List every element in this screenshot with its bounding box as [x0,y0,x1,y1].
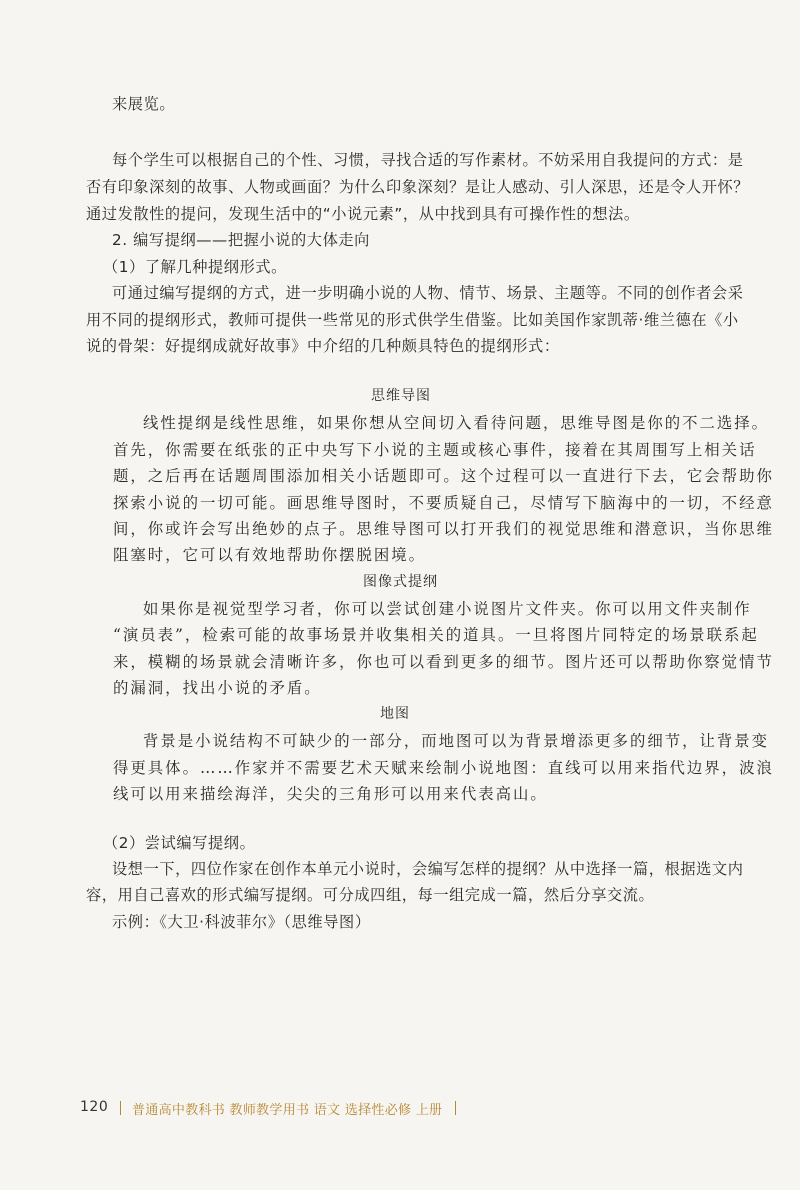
quote-map-title: 地图 [380,706,410,722]
sub-2-heading: （2）尝试编写提纲。 [103,834,256,852]
footer-divider-right [455,1101,456,1115]
sub-1-body-line-3: 说的骨架：好提纲成就好故事》中介绍的几种颇具特色的提纲形式： [86,337,560,355]
page-number: 120 [80,1099,109,1115]
intro-line-2: 否有印象深刻的故事、人物或画面？为什么印象深刻？是让人感动、引人深思，还是令人开怀？ [86,178,750,196]
quote-mindmap-line-3: 题，之后再在话题周围添加相关小话题即可。这个过程可以一直进行下去，它会帮助你 [113,467,774,485]
example-line: 示例：《大卫·科波菲尔》（思维导图） [112,913,371,931]
quote-map-line-1: 背景是小说结构不可缺少的一部分，而地图可以为背景增添更多的细节，让背景变 [143,732,770,750]
quote-mindmap-line-5: 间，你或许会写出绝妙的点子。思维导图可以打开我们的视觉思维和潜意识，当你思维 [113,520,774,538]
quote-map-line-2: 得更具体。……作家并不需要艺术天赋来绘制小说地图：直线可以用来指代边界，波浪 [113,759,774,777]
quote-mindmap-line-6: 阻塞时，它可以有效地帮助你摆脱困境。 [113,546,427,564]
top-line: 来展览。 [112,95,176,113]
quote-image-title: 图像式提纲 [363,574,438,590]
intro-line-3: 通过发散性的提问，发现生活中的“小说元素”，从中找到具有可操作性的想法。 [86,205,640,223]
sub-2-body-line-1: 设想一下，四位作家在创作本单元小说时，会编写怎样的提纲？从中选择一篇，根据选文内 [112,860,744,878]
quote-map-line-3: 线可以用来描绘海洋，尖尖的三角形可以用来代表高山。 [113,785,548,803]
footer-book-title: 普通高中教科书 教师教学用书 语文 选择性必修 上册 [132,1103,443,1118]
quote-image-line-4: 的漏洞，找出小说的矛盾。 [113,679,322,697]
intro-line-1: 每个学生可以根据自己的个性、习惯，寻找合适的写作素材。不妨采用自我提问的方式：是 [112,151,744,169]
quote-mindmap-line-4: 探索小说的一切可能。画思维导图时，不要质疑自己，尽情写下脑海中的一切，不经意 [113,494,774,512]
quote-image-line-2: “演员表”，检索可能的故事场景并收集相关的道具。一旦将图片同特定的场景联系起 [113,626,759,644]
sub-1-heading: （1）了解几种提纲形式。 [103,258,287,276]
quote-mindmap-title: 思维导图 [371,388,431,404]
section-2-heading: 2. 编写提纲——把握小说的大体走向 [112,231,370,249]
quote-mindmap-line-2: 首先，你需要在纸张的正中央写下小说的主题或核心事件，接着在其周围写上相关话 [113,441,757,459]
sub-2-body-line-2: 容，用自己喜欢的形式编写提纲。可分成四组，每一组完成一篇，然后分享交流。 [86,886,655,904]
sub-1-body-line-1: 可通过编写提纲的方式，进一步明确小说的人物、情节、场景、主题等。不同的创作者会采 [112,284,744,302]
quote-image-line-1: 如果你是视觉型学习者，你可以尝试创建小说图片文件夹。你可以用文件夹制作 [143,600,752,618]
quote-image-line-3: 来，模糊的场景就会清晰许多，你也可以看到更多的细节。图片还可以帮助你察觉情节 [113,653,774,671]
quote-mindmap-line-1: 线性提纲是线性思维，如果你想从空间切入看待问题，思维导图是你的不二选择。 [143,414,770,432]
footer-divider-left [120,1101,121,1115]
sub-1-body-line-2: 用不同的提纲形式，教师可提供一些常见的形式供学生借鉴。比如美国作家凯蒂·维兰德在《小 [86,311,739,329]
